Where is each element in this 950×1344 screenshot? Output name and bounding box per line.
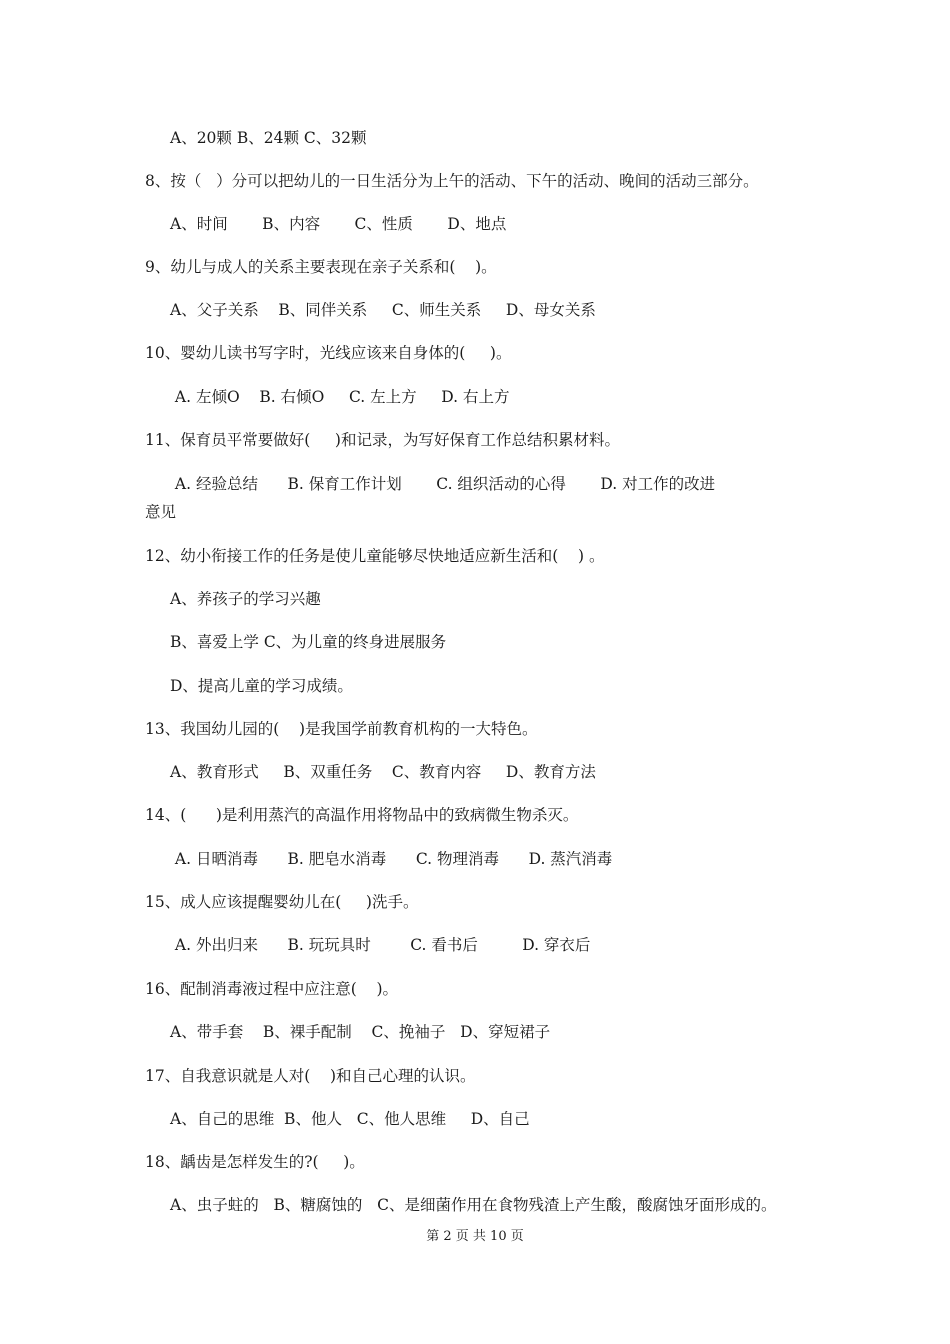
question-11-options: A. 经验总结 B. 保育工作计划 C. 组织活动的心得 D. 对工作的改进 <box>170 475 716 493</box>
question-17-options: A、自己的思维 B、他人 C、他人思维 D、自己 <box>170 1110 530 1128</box>
question-18: 18、龋齿是怎样发生的?( )。 <box>145 1153 365 1171</box>
question-12-option-a: A、养孩子的学习兴趣 <box>170 590 321 608</box>
question-13: 13、我国幼儿园的( )是我国学前教育机构的一大特色。 <box>145 720 538 738</box>
question-17: 17、自我意识就是人对( )和自己心理的认识。 <box>145 1067 476 1085</box>
question-10-options: A. 左倾O B. 右倾O C. 左上方 D. 右上方 <box>170 388 510 406</box>
question-10: 10、婴幼儿读书写字时，光线应该来自身体的( )。 <box>145 344 512 362</box>
question-15: 15、成人应该提醒婴幼儿在( )洗手。 <box>145 893 419 911</box>
question-15-options: A. 外出归来 B. 玩玩具时 C. 看书后 D. 穿衣后 <box>170 936 591 954</box>
question-9: 9、幼儿与成人的关系主要表现在亲子关系和( )。 <box>145 258 497 276</box>
question-14: 14、( )是利用蒸汽的高温作用将物品中的致病微生物杀灭。 <box>145 806 579 824</box>
question-14-options: A. 日晒消毒 B. 肥皂水消毒 C. 物理消毒 D. 蒸汽消毒 <box>170 850 613 868</box>
question-7-options: A、20颗 B、24颗 C、32颗 <box>170 129 367 147</box>
page-footer: 第 2 页 共 10 页 <box>426 1229 524 1244</box>
question-8-options: A、时间 B、内容 C、性质 D、地点 <box>170 215 507 233</box>
question-11-options-cont: 意见 <box>145 503 177 521</box>
question-12-option-d: D、提高儿童的学习成绩。 <box>170 677 353 695</box>
question-12-option-b-c: B、喜爱上学 C、为儿童的终身进展服务 <box>170 633 447 651</box>
question-13-options: A、教育形式 B、双重任务 C、教育内容 D、教育方法 <box>170 763 596 781</box>
question-12: 12、幼小衔接工作的任务是使儿童能够尽快地适应新生活和( ) 。 <box>145 547 605 565</box>
question-16: 16、配制消毒液过程中应注意( )。 <box>145 980 399 998</box>
question-18-options: A、虫子蛀的 B、糖腐蚀的 C、是细菌作用在食物残渣上产生酸，酸腐蚀牙面形成的。 <box>170 1196 777 1214</box>
question-11: 11、保育员平常要做好( )和记录，为写好保育工作总结积累材料。 <box>145 431 620 449</box>
question-8: 8、按（ ）分可以把幼儿的一日生活分为上午的活动、下午的活动、晚间的活动三部分。 <box>145 172 759 190</box>
question-16-options: A、带手套 B、裸手配制 C、挽袖子 D、穿短裙子 <box>170 1023 551 1041</box>
question-9-options: A、父子关系 B、同伴关系 C、师生关系 D、母女关系 <box>170 301 596 319</box>
